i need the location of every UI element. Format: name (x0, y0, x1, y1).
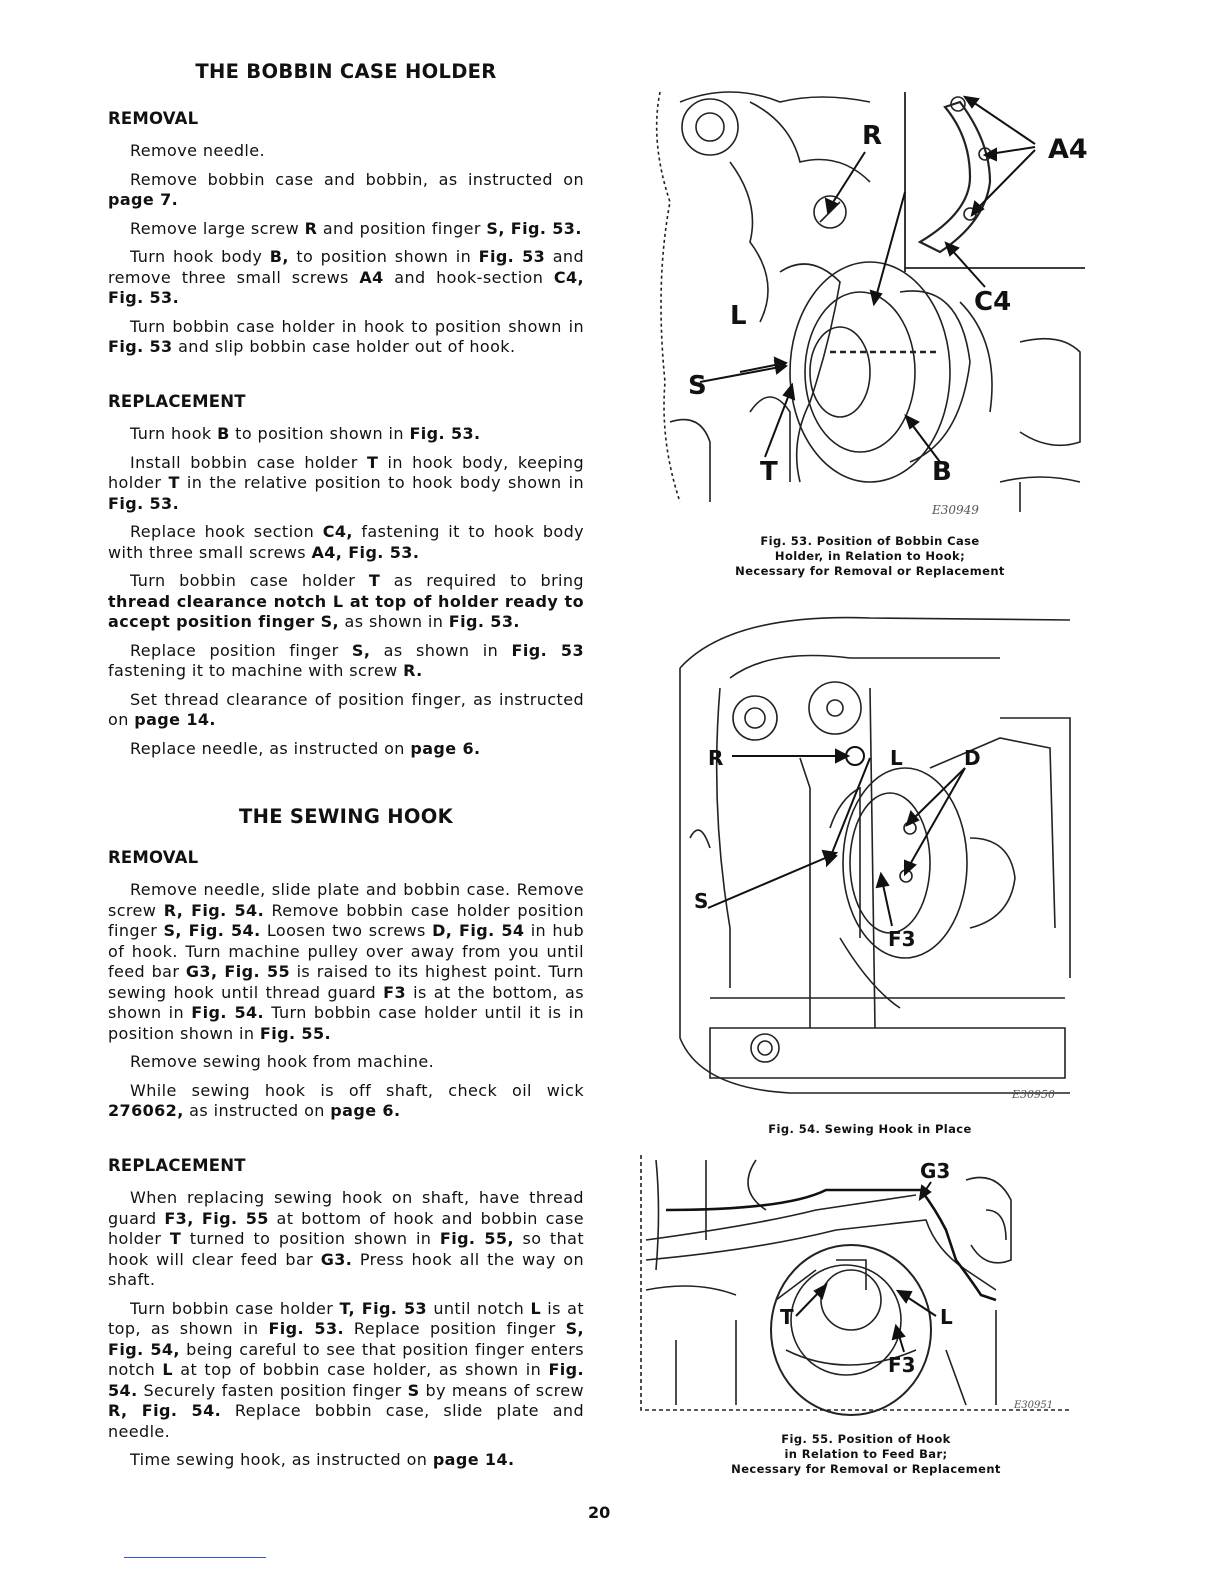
fig53-label-s: S (688, 371, 707, 401)
instruction-paragraph: Set thread clearance of position finger, as instructed on page 14. (108, 689, 584, 729)
instruction-paragraph: Turn bobbin case holder T, Fig. 53 until notch L is at top, as shown in Fig. 53. Replace position finger S, Fig. 54, being careful to see that position finger enters notch L at top of bobbin case holder, as shown in Fig. 54. Securely fasten position finger S by means of screw R, Fig. 54. Replace bobbin case, slide plate and needle. (108, 1298, 585, 1441)
holder-removal-heading: REMOVAL (108, 108, 199, 128)
fig55-label-t: T (780, 1305, 794, 1329)
instruction-paragraph: Remove bobbin case and bobbin, as instructed on page 7. (108, 169, 584, 209)
fig54-code: E30950 (1012, 1088, 1056, 1101)
instruction-paragraph: When replacing sewing hook on shaft, have thread guard F3, Fig. 55 at bottom of hook and bobbin case holder T turned to position shown in Fig. 55, so that hook will clear feed bar G3. Press hook all the way on shaft. (108, 1188, 584, 1289)
holder-replacement-steps (108, 424, 584, 759)
fig54-label-r: R (708, 746, 724, 770)
fig55-label-g3: G3 (920, 1159, 951, 1183)
fig53-label-c4: C4 (974, 287, 1012, 317)
fig53-illustration (640, 82, 1100, 522)
fig53-label-a4: A4 (1048, 134, 1088, 165)
fig54-illustration (670, 608, 1080, 1103)
section-title-sewing-hook: THE SEWING HOOK (238, 805, 454, 828)
holder-removal-steps (108, 141, 584, 358)
fig55-label-f3: F3 (888, 1353, 916, 1377)
page-number: 20 (588, 1503, 611, 1522)
instruction-paragraph: Replace needle, as instructed on page 6. (130, 738, 481, 758)
instruction-paragraph: Turn bobbin case holder in hook to position shown in Fig. 53 and slip bobbin case holder out of hook. (108, 316, 584, 356)
hook-replacement-steps (108, 1188, 584, 1471)
fig54-label-f3: F3 (888, 927, 916, 951)
instruction-paragraph: While sewing hook is off shaft, check oil wick 276062, as instructed on page 6. (108, 1080, 584, 1120)
instruction-paragraph: Time sewing hook, as instructed on page 14. (130, 1450, 515, 1469)
fig55-illustration (636, 1150, 1076, 1420)
fig54-label-s: S (694, 889, 709, 913)
fig55-label-l: L (940, 1305, 953, 1329)
hook-replacement-heading: REPLACEMENT (108, 1155, 246, 1175)
footer-rule (124, 1557, 266, 1558)
hook-removal-steps (108, 880, 584, 1122)
fig54-label-d: D (964, 746, 981, 770)
hook-removal-heading: REMOVAL (108, 847, 199, 867)
fig55-code: E30951 (1014, 1400, 1054, 1411)
section-title-bobbin-case-holder: THE BOBBIN CASE HOLDER (195, 60, 497, 83)
fig53-label-t: T (760, 457, 778, 487)
instruction-paragraph: Remove sewing hook from machine. (130, 1052, 435, 1071)
fig53-label-r: R (862, 121, 883, 151)
fig53-code: E30949 (932, 503, 979, 517)
instruction-paragraph: Replace hook section C4, fastening it to hook body with three small screws A4, Fig. 53. (108, 522, 584, 562)
fig54-caption: Fig. 54. Sewing Hook in Place (768, 1122, 972, 1136)
instruction-paragraph: Remove large screw R and position finger S, Fig. 53. (130, 218, 582, 238)
instruction-paragraph: Remove needle, slide plate and bobbin case. Remove screw R, Fig. 54. Remove bobbin case holder position finger S, Fig. 54. Loosen two screws D, Fig. 54 in hub of hook. Turn machine pulley over away from you until feed bar G3, Fig. 55 is raised to its highest point. Turn sewing hook until thread guard F3 is at the bottom, as shown in Fig. 54. Turn bobbin case holder until it is in position shown in Fig. 55. (108, 880, 585, 1043)
fig55-caption: Fig. 55. Position of Hook in Relation to Feed Bar; Necessary for Removal or Replacement (731, 1432, 1001, 1476)
instruction-paragraph: Turn hook body B, to position shown in Fig. 53 and remove three small screws A4 and hook-section C4, Fig. 53. (108, 247, 584, 307)
holder-replacement-heading: REPLACEMENT (108, 391, 246, 411)
fig53-label-b: B (932, 457, 952, 487)
fig53-label-l: L (730, 301, 747, 331)
instruction-paragraph: Turn hook B to position shown in Fig. 53. (130, 424, 481, 443)
instruction-paragraph: Turn bobbin case holder T as required to bring thread clearance notch L at top of holder ready to accept position finger S, as shown in Fig. 53. (108, 571, 584, 631)
fig53-caption: Fig. 53. Position of Bobbin Case Holder, in Relation to Hook; Necessary for Removal or Replacement (735, 534, 1005, 578)
instruction-paragraph: Replace position finger S, as shown in Fig. 53 fastening it to machine with screw R. (108, 640, 584, 680)
fig54-label-l: L (890, 746, 903, 770)
instruction-paragraph: Remove needle. (130, 141, 265, 160)
text-column (108, 62, 584, 1479)
instruction-paragraph: Install bobbin case holder T in hook body, keeping holder T in the relative position to hook body shown in Fig. 53. (108, 452, 584, 513)
